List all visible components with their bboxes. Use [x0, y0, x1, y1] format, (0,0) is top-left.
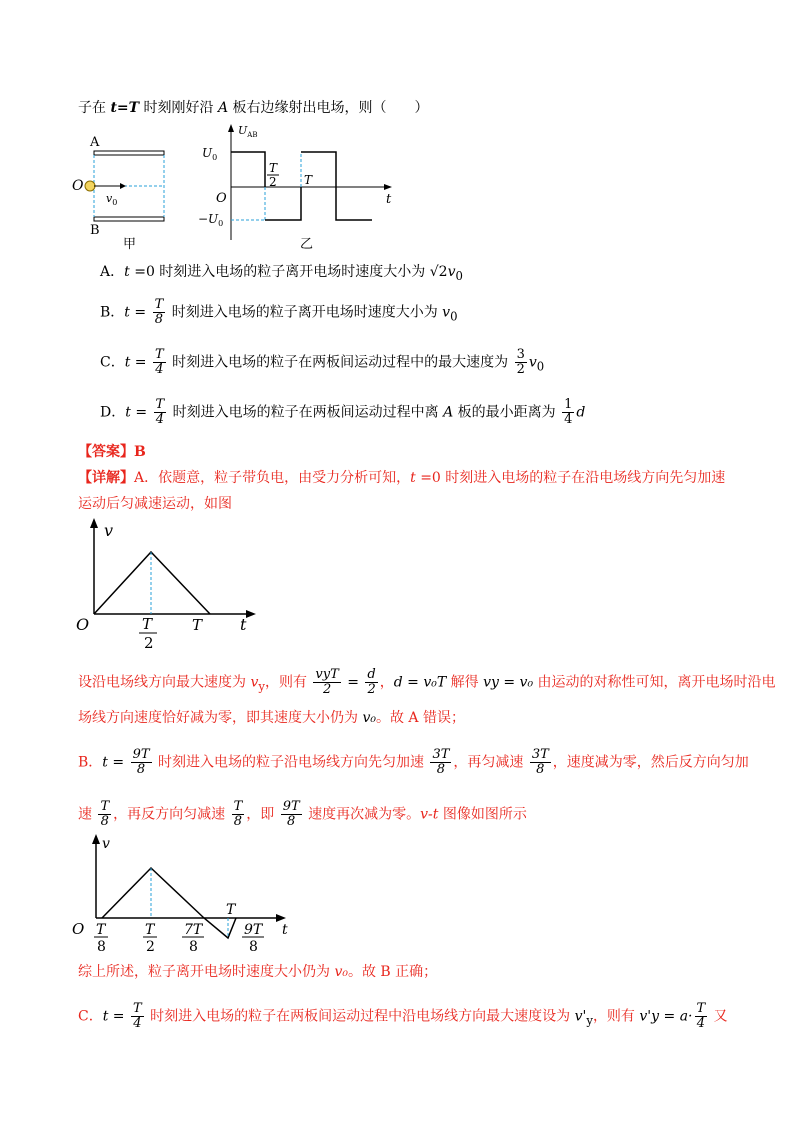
t98-den: 8 [249, 939, 258, 955]
x-arrow [276, 914, 286, 922]
v0-label: $v_0$ [106, 192, 118, 207]
para1-line1: 设沿电场线方向最大速度为 $v_y$，则有 $\frac{\text{vyT}}{2}$ = $\frac{d}{2}$ ，d = v₀T 解得 vy = v₀ 由运动的对称性可知，离开电场时沿电 [78, 667, 776, 697]
plate-b [94, 217, 164, 221]
u0-label: $U_0$ [202, 146, 218, 162]
fraction: $\frac{9T}{8}$ [132, 747, 150, 777]
full-t-label: T [304, 173, 313, 187]
para-b-line1: B．t = $\frac{9T}{8}$ 时刻进入电场的粒子沿电场线方向先匀加速 $\frac{3T}{8}$ ，再匀减速 $\frac{3T}{8}$ ，速度减为零，然后反方向匀加 [78, 747, 749, 777]
para-c-line: C．t = $\frac{T}{4}$ 时刻进入电场的粒子在两板间运动过程中沿电场线方向最大速度设为 $v'_y$，则有 v'y = a· $\frac{T}{4}$ 又 [78, 1001, 728, 1031]
t2-den: 2 [146, 939, 155, 955]
option-c: C．t = $\frac{T}{4}$ 时刻进入电场的粒子在两板间运动过程中的最大速度为 $\frac{3}{2}$ $v_0$ [100, 347, 545, 377]
caption-jia: 甲 [123, 237, 137, 250]
vt-graph-1 [74, 516, 264, 652]
half-t-num: T [269, 161, 278, 175]
wave-seg2 [265, 187, 301, 220]
v-curve [94, 552, 210, 614]
particle [85, 181, 95, 191]
v-curve [102, 868, 236, 938]
detail-line1: 【详解】A．依题意，粒子带负电，由受力分析可知，t =0 时刻进入电场的粒子在沿电场线方向先匀加速 [78, 470, 726, 486]
answer-line: 【答案】B [78, 444, 146, 460]
option-b: B．t = $\frac{T}{8}$ 时刻进入电场的粒子离开电场时速度大小为 $v_0$ [100, 297, 458, 327]
t98-num: 9T [244, 922, 263, 938]
fraction: $\frac{T}{8}$ [154, 297, 164, 327]
fraction: $\frac{1}{4}$ [564, 397, 573, 427]
y-arrow [90, 518, 98, 528]
x-arrow [384, 184, 392, 190]
y-arrow [92, 834, 100, 844]
half-t-den: 2 [269, 175, 277, 189]
t78-den: 8 [189, 939, 198, 955]
t-axis-label: t [386, 192, 392, 207]
origin-label: O [216, 191, 227, 206]
t8-num: T [96, 922, 106, 938]
v-label: v [104, 521, 114, 540]
option-a: A．t =0 时刻进入电场的粒子离开电场时速度大小为 $√2v_0$ [100, 264, 463, 283]
half-t-num: T [142, 615, 153, 633]
figure-yi [198, 120, 398, 254]
fraction: $\frac{T}{4}$ [696, 1001, 706, 1031]
plate-b-label: B [90, 223, 100, 238]
option-d: D．t = $\frac{T}{4}$ 时刻进入电场的粒子在两板间运动过程中离 A 板的最小距离为 $\frac{1}{4}$ d [100, 397, 586, 427]
fraction: $\frac{T}{8}$ [233, 799, 243, 829]
intro-line: 子在 t=T 时刻刚好沿 A 板右边缘射出电场，则（ ） [78, 100, 429, 116]
fraction: $\frac{d}{2}$ [367, 667, 376, 697]
wave-seg1 [231, 152, 265, 187]
uab-label: $U_{AB}$ [238, 124, 258, 139]
fraction: $\frac{9T}{8}$ [282, 799, 300, 829]
origin-label: O [72, 920, 85, 938]
fraction: $\frac{T}{4}$ [133, 1001, 142, 1031]
fraction: $\frac{3}{2}$ [516, 347, 525, 377]
v-label: v [102, 836, 110, 852]
para1-line2: 场线方向速度恰好减为零，即其速度大小仍为 v₀。故 A 错误； [78, 710, 465, 726]
plate-a [94, 151, 164, 155]
fraction: $\frac{\text{vyT}}{2}$ [315, 667, 339, 697]
arrow-head [120, 183, 126, 189]
vt-graph-2 [70, 830, 300, 958]
t78-num: 7T [184, 922, 203, 938]
full-t-label: T [192, 616, 203, 634]
x-arrow [246, 610, 256, 618]
caption-yi: 乙 [300, 237, 314, 252]
fraction: $\frac{3T}{8}$ [432, 747, 450, 777]
para-b-line2: 速 $\frac{T}{8}$ ，再反方向匀减速 $\frac{T}{8}$ ，即 $\frac{9T}{8}$ 速度再次减为零。v-t 图像如图所示 [78, 799, 527, 829]
plate-a-label: A [90, 135, 100, 150]
origin-label: O [76, 615, 90, 634]
detail-line2: 运动后匀减速运动，如图 [78, 496, 232, 512]
t8-den: 8 [97, 939, 106, 955]
origin-label: O [72, 178, 84, 194]
t-axis-label: t [282, 922, 288, 938]
t-axis-label: t [240, 615, 247, 634]
t2-num: T [145, 922, 155, 938]
figure-jia [70, 132, 180, 250]
fraction: $\frac{3T}{8}$ [531, 747, 549, 777]
half-t-den: 2 [144, 634, 154, 652]
y-arrow [228, 124, 234, 132]
summary-line: 综上所述，粒子离开电场时速度大小仍为 v₀。故 B 正确； [78, 964, 438, 980]
fraction: $\frac{T}{4}$ [155, 397, 165, 427]
neg-u0-label: $-U_0$ [198, 212, 224, 228]
fraction: $\frac{T}{4}$ [155, 347, 164, 377]
fraction: $\frac{T}{8}$ [100, 799, 110, 829]
t-top-label: T [226, 902, 236, 918]
